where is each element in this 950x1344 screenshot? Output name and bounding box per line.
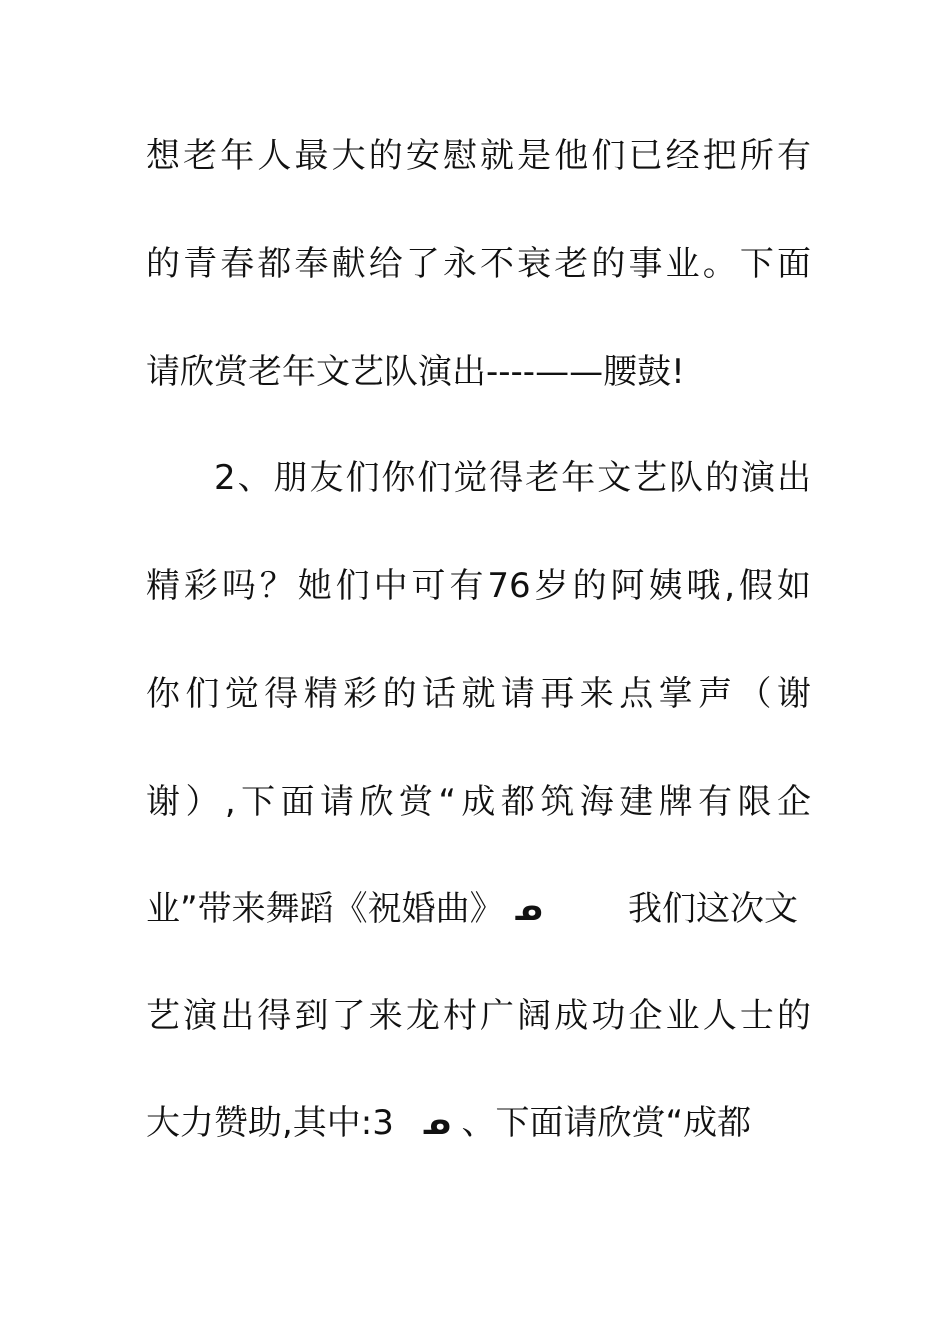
text-line-5: 精彩吗？她们中可有76岁的阿姨哦,假如 <box>146 566 811 606</box>
text-line-8-part-1: 业”带来舞蹈《祝婚曲》 <box>146 889 504 929</box>
text-line-6: 你们觉得精彩的话就请再来点掌声（谢 <box>146 674 811 714</box>
text-line-8 <box>146 884 811 934</box>
text-line-1: 想老年人最大的安慰就是他们已经把所有 <box>146 136 811 176</box>
text-line-2: 的青春都奉献给了永不衰老的事业。下面 <box>146 244 811 284</box>
text-line-9: 艺演出得到了来龙村广阔成功企业人士的 <box>146 996 811 1036</box>
text-line-3: 请欣赏老年文艺队演出----——腰鼓! <box>146 352 685 392</box>
text-line-10 <box>146 1098 811 1148</box>
text-line-4: 2、朋友们你们觉得老年文艺队的演出 <box>214 458 811 498</box>
special-glyph-mark: ᓄ <box>514 893 543 928</box>
text-line-8-part-2: 我们这次文 <box>628 889 798 929</box>
text-line-10-part-1: 大力赞助,其中:3 <box>146 1103 394 1143</box>
special-glyph-mark-2: ᓄ <box>422 1107 451 1142</box>
text-line-10-part-2: 、下面请欣赏“成都 <box>461 1103 752 1143</box>
text-line-7: 谢）,下面请欣赏“成都筑海建牌有限企 <box>146 782 811 822</box>
